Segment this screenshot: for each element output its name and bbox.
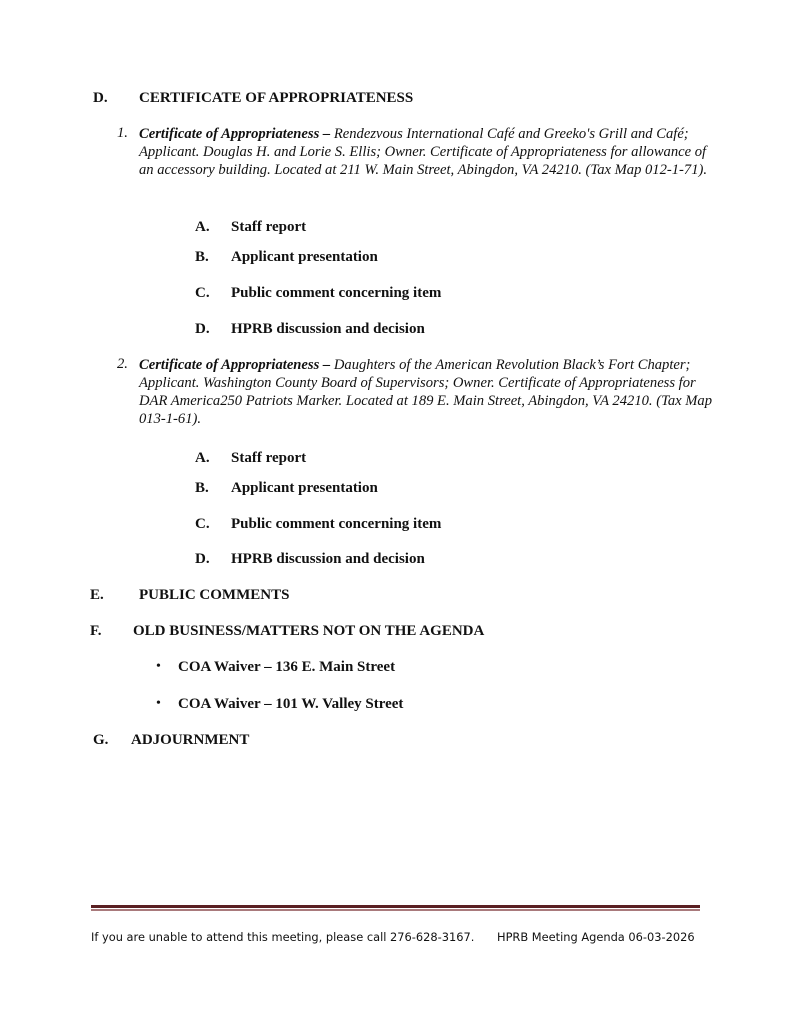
- section-e-letter: E.: [90, 587, 104, 603]
- footer-agenda-label: HPRB Meeting Agenda 06-03-2026: [497, 930, 695, 944]
- item-2-step-a-letter: A.: [195, 450, 210, 466]
- section-e-title: PUBLIC COMMENTS: [139, 587, 290, 603]
- item-1-step-c-letter: C.: [195, 285, 210, 301]
- old-business-bullet-1: •: [156, 659, 161, 674]
- item-1-paragraph: [139, 125, 719, 179]
- item-2-step-b-letter: B.: [195, 480, 209, 496]
- item-2-paragraph: [139, 356, 719, 428]
- item-2-number: 2.: [117, 356, 128, 372]
- item-1-number: 1.: [117, 125, 128, 141]
- item-2-step-d-label: HPRB discussion and decision: [231, 551, 425, 567]
- item-2-lead: Certificate of Appropriateness –: [139, 357, 331, 373]
- footer-rule-dark: [91, 905, 700, 908]
- item-1-body: Rendezvous International Café and Greeko's Grill and Café; Applicant. Douglas H. and Lorie S. Ellis; Owner. Certificate of Appropriateness for allowance of an accessory building. Located at 211 W. Main Street, Abingdon, VA 24210. (Tax Map 012-1-71).: [139, 126, 708, 178]
- item-1-step-d-letter: D.: [195, 321, 210, 337]
- item-1-step-b-letter: B.: [195, 249, 209, 265]
- item-2-step-c-label: Public comment concerning item: [231, 516, 442, 532]
- item-1-step-b-label: Applicant presentation: [231, 249, 378, 265]
- item-1-step-d-label: HPRB discussion and decision: [231, 321, 425, 337]
- item-1-step-a-label: Staff report: [231, 219, 307, 235]
- section-f-letter: F.: [90, 623, 102, 639]
- item-2-step-b-label: Applicant presentation: [231, 480, 378, 496]
- section-f-title: OLD BUSINESS/MATTERS NOT ON THE AGENDA: [133, 623, 485, 639]
- item-2-step-a-label: Staff report: [231, 450, 307, 466]
- section-g-letter: G.: [93, 732, 109, 748]
- item-1-lead: Certificate of Appropriateness –: [139, 126, 331, 142]
- item-1-step-c-label: Public comment concerning item: [231, 285, 442, 301]
- item-2-step-d-letter: D.: [195, 551, 210, 567]
- item-2-step-c-letter: C.: [195, 516, 210, 532]
- old-business-item-1: COA Waiver – 136 E. Main Street: [178, 659, 396, 675]
- old-business-item-2: COA Waiver – 101 W. Valley Street: [178, 696, 404, 712]
- item-2-body: Daughters of the American Revolution Black’s Fort Chapter; Applicant. Washington County Board of Supervisors; Owner. Certificate of Appropriateness for DAR America250 Patriots Marker. Located at 189 E. Main Street, Abingdon, VA 24210. (Tax Map 013-1-61).: [139, 357, 713, 427]
- section-d-letter: D.: [93, 90, 108, 106]
- item-1-step-a-letter: A.: [195, 219, 210, 235]
- footer-phone-note: If you are unable to attend this meeting, please call 276-628-3167.: [91, 930, 475, 944]
- old-business-bullet-2: •: [156, 696, 161, 711]
- section-d-title: CERTIFICATE OF APPROPRIATENESS: [139, 90, 414, 106]
- footer-rule-light: [91, 909, 700, 911]
- section-g-title: ADJOURNMENT: [131, 732, 250, 748]
